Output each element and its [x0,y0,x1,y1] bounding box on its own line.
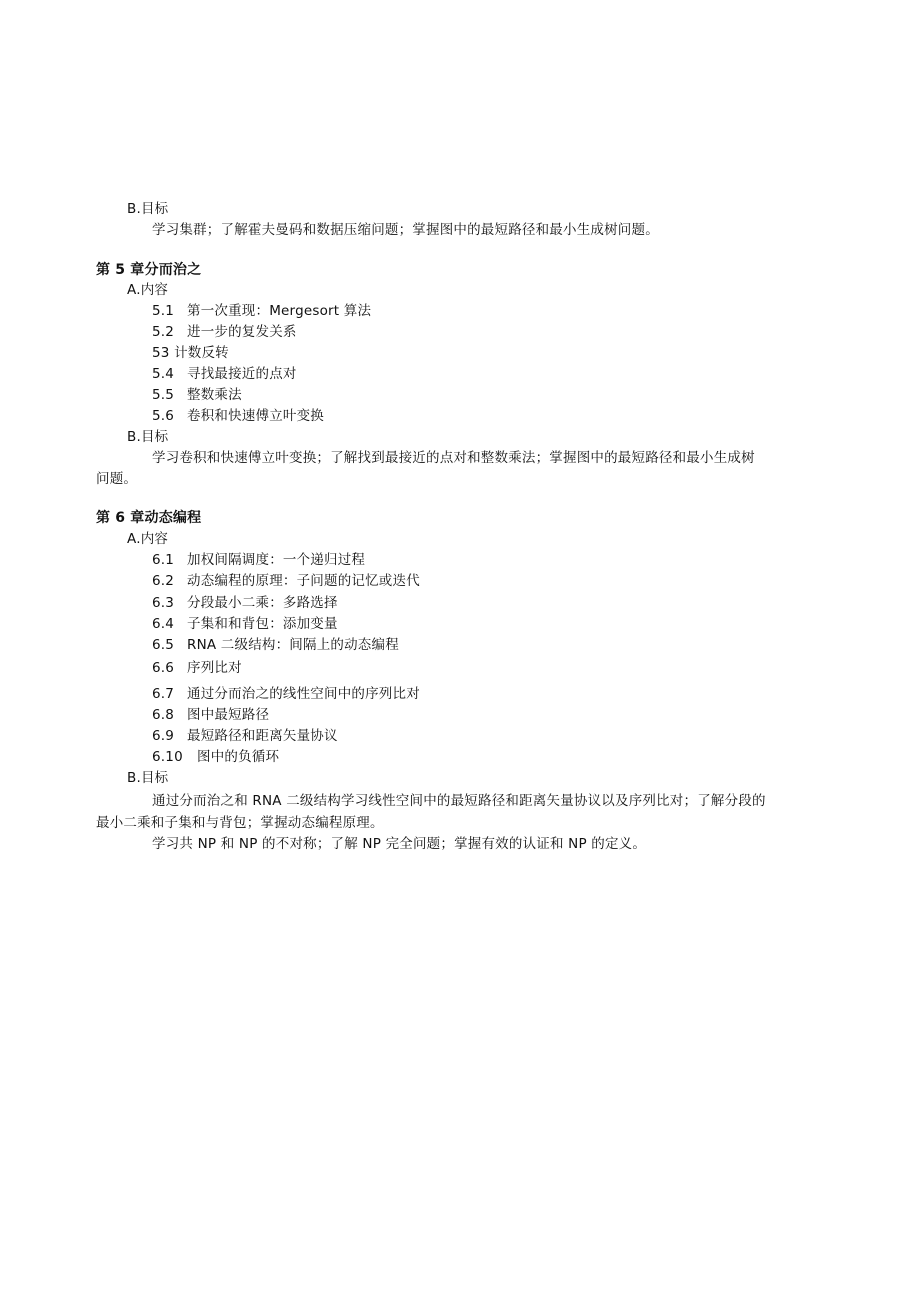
ch5-title: 第 5 章分而治之 [96,262,202,278]
item-number: 6.3 [152,595,175,611]
item-text: 53 计数反转 [152,345,229,361]
item-number: 6.5 [152,637,175,653]
item-text: 最短路径和距离矢量协议 [187,728,338,744]
ch6-title: 第 6 章动态编程 [96,510,202,526]
item-number: 5.4 [152,366,175,382]
ch5-goal-text-2: 问题。 [96,471,138,487]
item-number: 6.2 [152,573,175,589]
item-text: 通过分而治之的线性空间中的序列比对 [187,686,420,702]
item-number: 6.4 [152,616,175,632]
item-number: 6.6 [152,660,175,676]
item-number: 5.1 [152,303,175,319]
ch6-goal-label: B.目标 [127,770,169,786]
item-text: RNA 二级结构：间隔上的动态编程 [187,637,399,653]
ch6-content-label: A.内容 [127,531,169,547]
ch5-goal-text-1: 学习卷积和快速傅立叶变换；了解找到最接近的点对和整数乘法；掌握图中的最短路径和最小生成树 [152,450,755,466]
ch6-goal-text-1: 通过分而治之和 RNA 二级结构学习线性空间中的最短路径和距离矢量协议以及序列比对；了解分段的 [152,793,766,809]
ch6-item [152,659,242,677]
item-text: 第一次重现：Mergesort 算法 [187,303,372,319]
item-text: 寻找最接近的点对 [187,366,297,382]
ch5-item [152,365,297,383]
ch6-item [152,615,338,633]
ch5-item [152,386,242,404]
ch5-item [152,344,229,362]
item-text: 卷积和快速傅立叶变换 [187,408,324,424]
ch6-item [152,727,338,745]
ch6-item [152,706,269,724]
ch6-item [152,636,399,654]
item-text: 序列比对 [187,660,242,676]
item-text: 分段最小二乘：多路选择 [187,595,338,611]
ch5-item [152,302,371,320]
item-text: 动态编程的原理：子问题的记忆或迭代 [187,573,420,589]
ch6-item [152,594,338,612]
item-text: 整数乘法 [187,387,242,403]
ch5-content-label: A.内容 [127,282,169,298]
item-number: 5.5 [152,387,175,403]
ch4-goal-text: 学习集群；了解霍夫曼码和数据压缩问题；掌握图中的最短路径和最小生成树问题。 [152,222,659,238]
ch6-item [152,551,365,569]
ch6-item [152,685,420,703]
item-text: 子集和和背包：添加变量 [187,616,338,632]
item-number: 6.8 [152,707,175,723]
ch6-goal-text-3: 学习共 NP 和 NP 的不对称；了解 NP 完全问题；掌握有效的认证和 NP 的定义。 [152,836,647,852]
ch5-goal-label: B.目标 [127,429,169,445]
ch4-goal-label: B.目标 [127,201,169,217]
item-text: 进一步的复发关系 [187,324,297,340]
item-number: 5.6 [152,408,175,424]
item-number: 6.7 [152,686,175,702]
item-number: 6.9 [152,728,175,744]
item-text: 加权间隔调度：一个递归过程 [187,552,366,568]
ch5-item [152,407,324,425]
ch6-item [152,572,420,590]
item-number: 6.10 [152,749,183,765]
ch6-item [152,748,279,766]
ch5-item [152,323,297,341]
item-text: 图中最短路径 [187,707,270,723]
item-number: 6.1 [152,552,175,568]
item-number: 5.2 [152,324,175,340]
ch6-goal-text-2: 最小二乘和子集和与背包；掌握动态编程原理。 [96,815,384,831]
item-text: 图中的负循环 [197,749,280,765]
